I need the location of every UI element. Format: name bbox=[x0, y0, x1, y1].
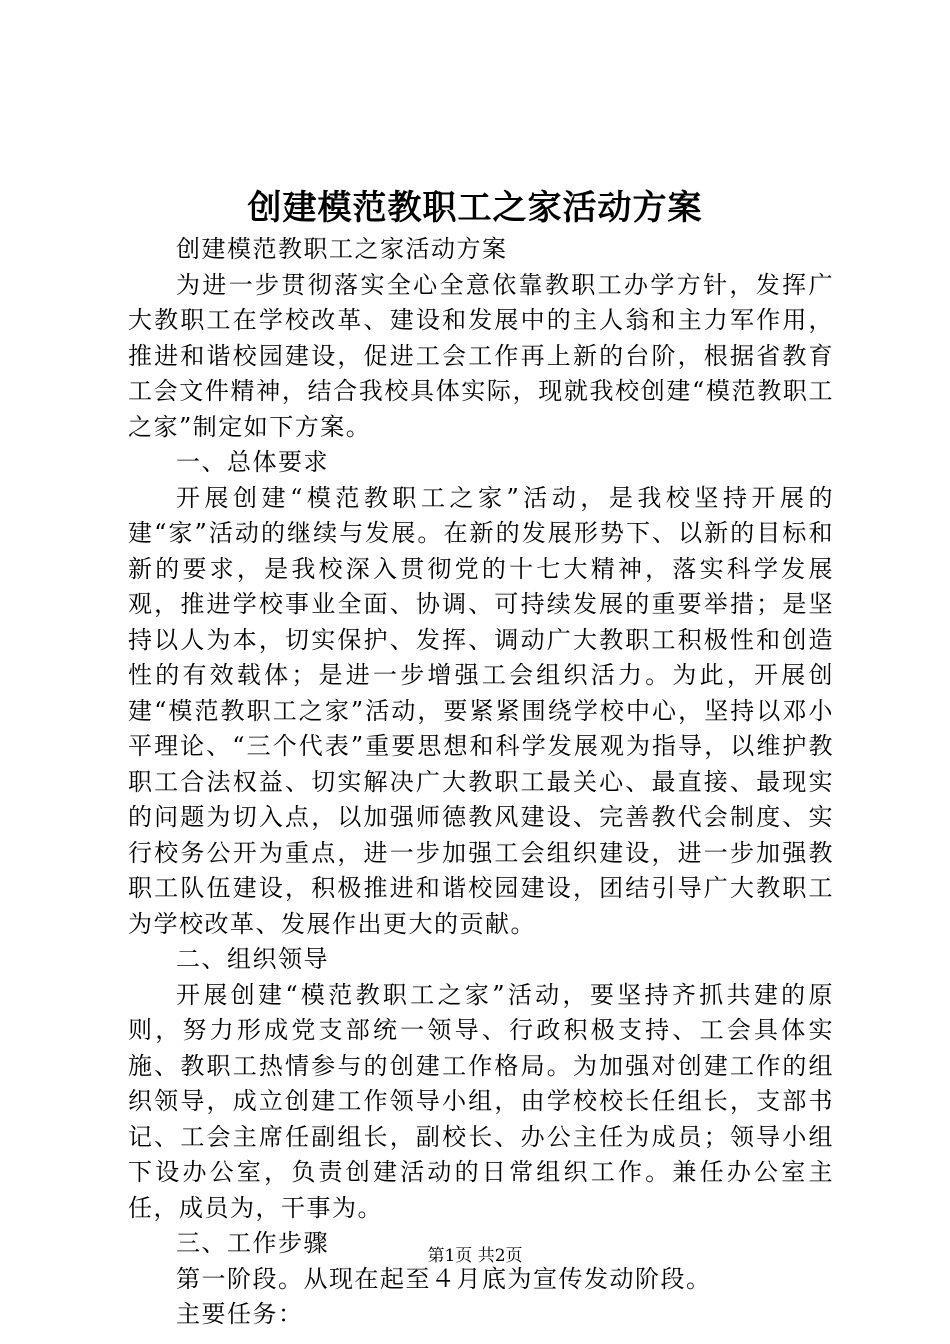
paragraph-phase-one: 第一阶段。从现在起至４月底为宣传发动阶段。 bbox=[176, 1264, 712, 1293]
section-heading-work-steps: 三、工作步骤 bbox=[176, 1229, 329, 1257]
paragraph-intro: 为进一步贯彻落实全心全意依靠教职工办学方针，发挥广大教职工在学校改革、建设和发展中的主人翁和主力军作用，推进和谐校园建设，促进工会工作再上新的台阶，根据省教育工会文件精神，结合我校具体实际，现就我校创建“模范教职工之家”制定如下方案。 bbox=[128, 270, 834, 441]
page-footer: 第1页 共2页 bbox=[427, 1246, 523, 1266]
document-body bbox=[128, 232, 834, 1333]
section-heading-general-requirements: 一、总体要求 bbox=[176, 448, 329, 476]
paragraph-main-tasks: 主要任务： bbox=[176, 1300, 304, 1328]
paragraph-general-requirements: 开展创建“模范教职工之家”活动，是我校坚持开展的建“家”活动的继续与发展。在新的发展形势下、以新的目标和新的要求，是我校深入贯彻党的十七大精神，落实科学发展观，推进学校事业全面、协调、可持续发展的重要举措；是坚持以人为本，切实保护、发挥、调动广大教职工积极性和创造性的有效载体；是进一步增强工会组织活力。为此，开展创建“模范教职工之家”活动，要紧紧围绕学校中心，坚持以邓小平理论、“三个代表”重要思想和科学发展观为指导，以维护教职工合法权益、切实解决广大教职工最关心、最直接、最现实的问题为切入点，以加强师德教风建设、完善教代会制度、实行校务公开为重点，进一步加强工会组织建设，进一步加强教职工队伍建设，积极推进和谐校园建设，团结引导广大教职工为学校改革、发展作出更大的贡献。 bbox=[128, 483, 834, 938]
document-title: 创建模范教职工之家活动方案 bbox=[247, 188, 703, 228]
paragraph-subtitle: 创建模范教职工之家活动方案 bbox=[176, 235, 508, 263]
paragraph-organization: 开展创建“模范教职工之家”活动，要坚持齐抓共建的原则，努力形成党支部统一领导、行政积极支持、工会具体实施、教职工热情参与的创建工作格局。为加强对创建工作的组织领导，成立创建工作领导小组，由学校校长任组长，支部书记、工会主席任副组长，副校长、办公主任为成员；领导小组下设办公室，负责创建活动的日常组织工作。兼任办公室主任，成员为，干事为。 bbox=[128, 980, 834, 1222]
section-heading-organization: 二、组织领导 bbox=[176, 945, 329, 973]
